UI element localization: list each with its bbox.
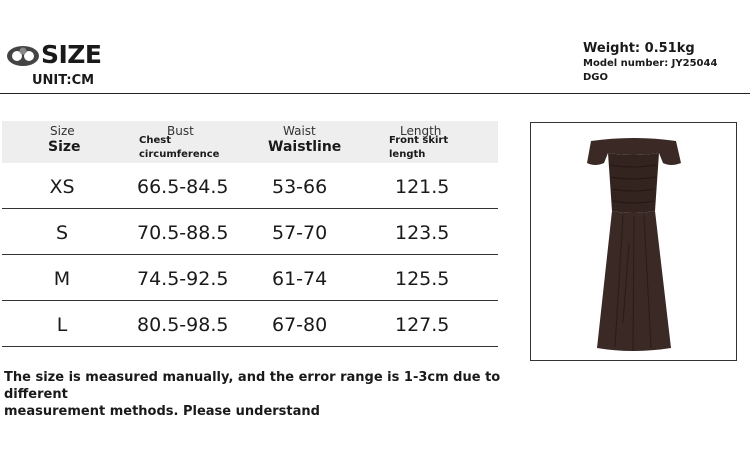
table-header [2,121,498,163]
bust-cell: 80.5-98.5 [137,314,229,336]
size-cell: M [53,268,71,290]
length-cell: 127.5 [395,314,450,336]
length-cell: 123.5 [395,222,450,244]
waist-cell: 61-74 [272,268,328,290]
header-waist: Waist Waistline [268,124,342,155]
size-table [2,121,498,347]
waist-cell: 57-70 [272,222,328,244]
waist-cell: 67-80 [272,314,328,336]
header-size: Size Size [48,124,81,155]
header-bust: Bust Chest circumference [139,124,220,160]
table-row [2,209,498,255]
size-cell: S [55,222,69,244]
model-number-text: Model number: JY25044 [583,58,718,69]
size-cell: XS [49,176,75,198]
length-cell: 121.5 [395,176,450,198]
weight-text: Weight: 0.51kg [583,41,695,56]
length-cell: 125.5 [395,268,450,290]
table-row [2,301,498,347]
product-info [583,41,717,85]
dress-illustration [531,123,736,360]
unit-label: UNIT:CM [32,73,95,88]
product-image [530,122,737,361]
bust-cell: 70.5-88.5 [137,222,229,244]
bust-cell: 74.5-92.5 [137,268,229,290]
measurement-note [4,369,564,420]
size-title: SIZE [41,40,102,69]
note-line-2: measurement methods. Please understand [4,404,320,419]
waist-cell: 53-66 [272,176,328,198]
note-line-1: The size is measured manually, and the error range is 1-3cm due to different [4,370,501,402]
size-cell: L [56,314,68,336]
table-row [2,255,498,301]
bust-cell: 66.5-84.5 [137,176,229,198]
brand-logo-icon [6,44,40,68]
header-divider [0,93,750,94]
table-row [2,163,498,209]
header-length: Length Front skirt length [389,124,449,160]
model-suffix-text: DGO [583,72,609,83]
